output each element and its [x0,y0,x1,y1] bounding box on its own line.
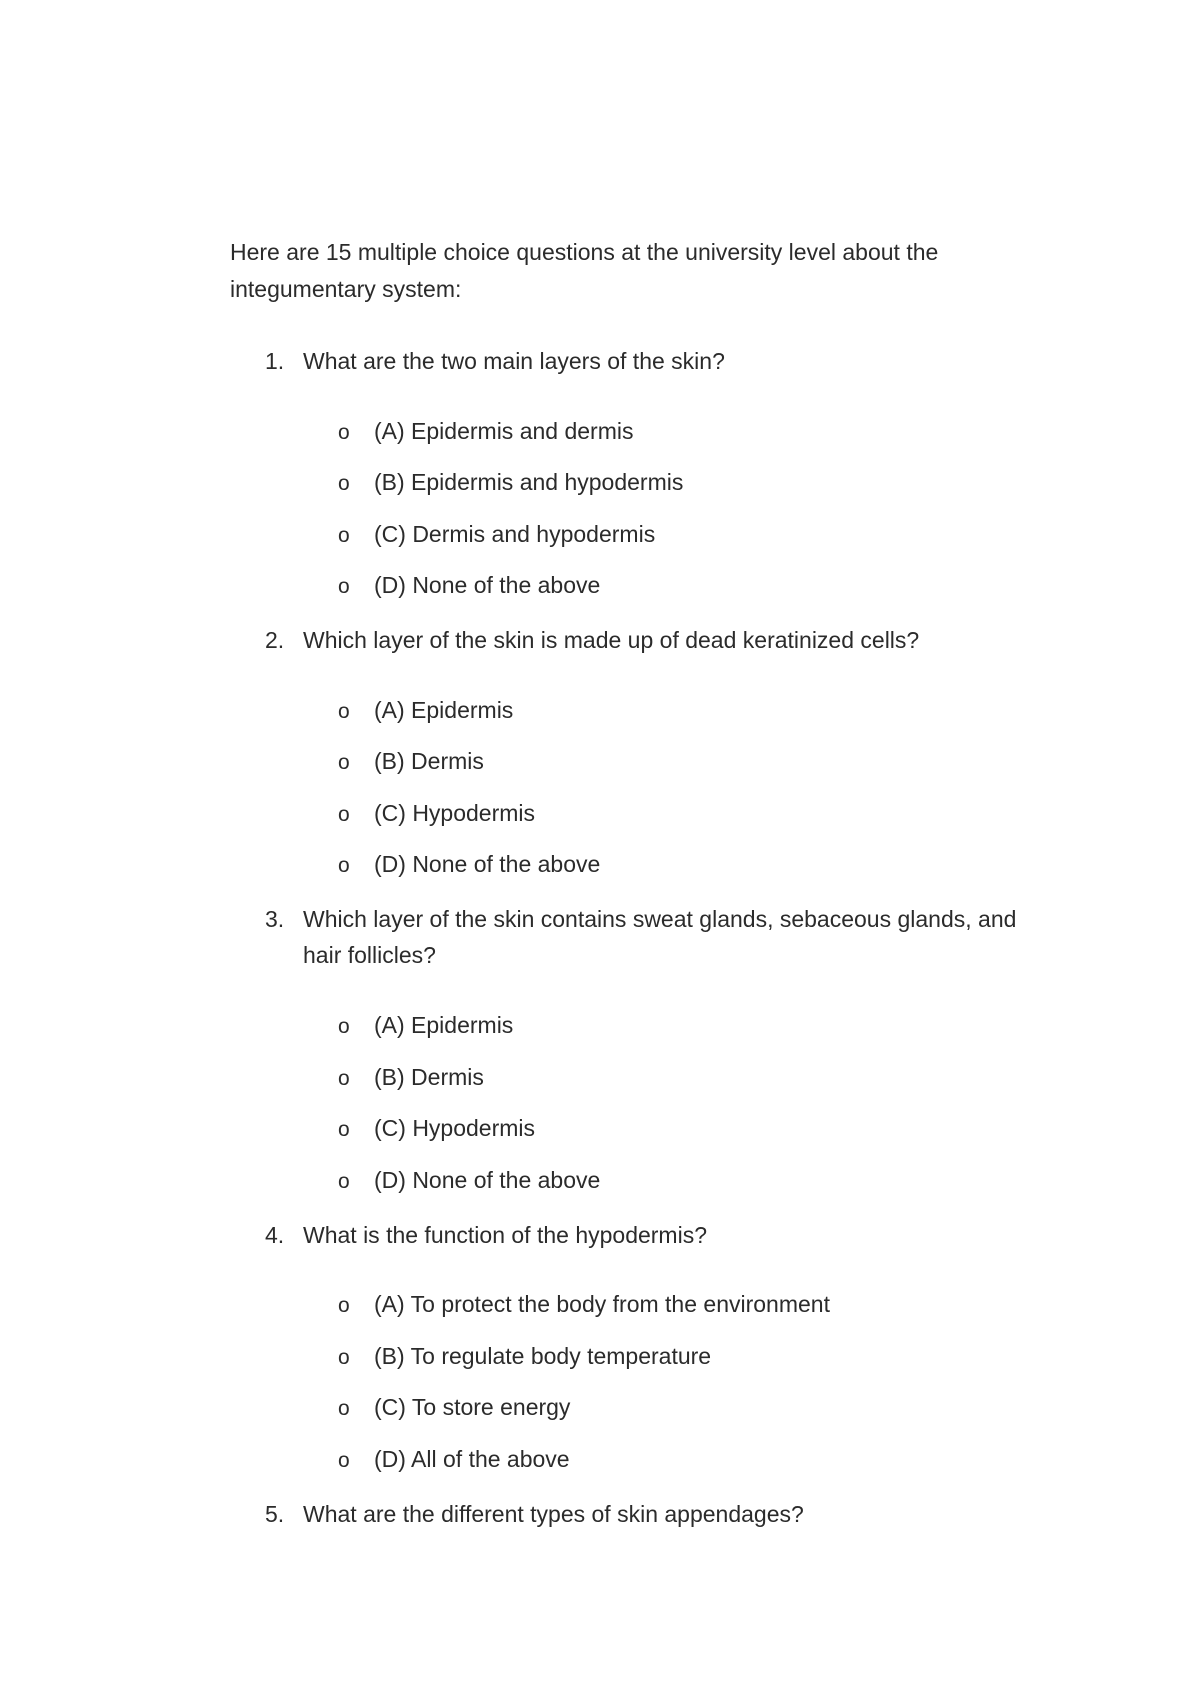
question-2 [265,622,1025,658]
option-text: (A) Epidermis [374,697,514,723]
bullet-icon: o [338,421,350,444]
option-text: (B) Dermis [374,1064,484,1090]
option-4b [338,1341,1038,1373]
bullet-icon: o [338,1015,350,1038]
question-number: 3. [265,906,285,932]
question-text: What is the function of the hypodermis? [303,1222,707,1248]
question-1 [265,343,1025,379]
bullet-icon: o [338,1294,350,1317]
bullet-icon: o [338,472,350,495]
bullet-icon: o [338,1449,350,1472]
option-3d [338,1165,1038,1197]
option-text: (A) Epidermis and dermis [374,418,634,444]
option-text: (D) None of the above [374,1167,601,1193]
bullet-icon: o [338,1067,350,1090]
intro-paragraph: Here are 15 multiple choice questions at the university level about the integumentary system: [230,239,939,302]
option-text: (D) None of the above [374,851,601,877]
option-text: (D) All of the above [374,1446,570,1472]
bullet-icon: o [338,1397,350,1420]
question-number: 2. [265,627,285,653]
option-1d [338,570,1038,602]
bullet-icon: o [338,575,350,598]
question-5 [265,1496,1025,1532]
option-text: (A) Epidermis [374,1012,514,1038]
bullet-icon: o [338,524,350,547]
bullet-icon: o [338,1346,350,1369]
option-text: (D) None of the above [374,572,601,598]
question-text: Which layer of the skin is made up of dead keratinized cells? [303,627,920,653]
bullet-icon: o [338,700,350,723]
bullet-icon: o [338,751,350,774]
option-2a [338,695,1038,727]
bullet-icon: o [338,1118,350,1141]
option-text: (B) Dermis [374,748,484,774]
option-text: (C) To store energy [374,1394,571,1420]
option-text: (A) To protect the body from the environment [374,1291,830,1317]
option-1b [338,467,1038,499]
option-1c [338,519,1038,551]
question-number: 5. [265,1501,285,1527]
option-3a [338,1010,1038,1042]
bullet-icon: o [338,854,350,877]
option-text: (B) Epidermis and hypodermis [374,469,684,495]
option-2d [338,849,1038,881]
bullet-icon: o [338,803,350,826]
bullet-icon: o [338,1170,350,1193]
option-2c [338,798,1038,830]
question-text: What are the two main layers of the skin? [303,348,725,374]
option-1a [338,416,1038,448]
question-text: What are the different types of skin appendages? [303,1501,804,1527]
question-number: 4. [265,1222,285,1248]
option-2b [338,746,1038,778]
option-4a [338,1289,1038,1321]
option-text: (C) Hypodermis [374,800,536,826]
question-4 [265,1217,1025,1253]
option-4d [338,1444,1038,1476]
question-text: Which layer of the skin contains sweat glands, sebaceous glands, and hair follicles? [303,906,1017,968]
option-4c [338,1392,1038,1424]
option-text: (B) To regulate body temperature [374,1343,712,1369]
option-text: (C) Hypodermis [374,1115,536,1141]
question-3 [265,901,1025,973]
option-3c [338,1113,1038,1145]
option-3b [338,1062,1038,1094]
option-text: (C) Dermis and hypodermis [374,521,656,547]
question-number: 1. [265,348,285,374]
